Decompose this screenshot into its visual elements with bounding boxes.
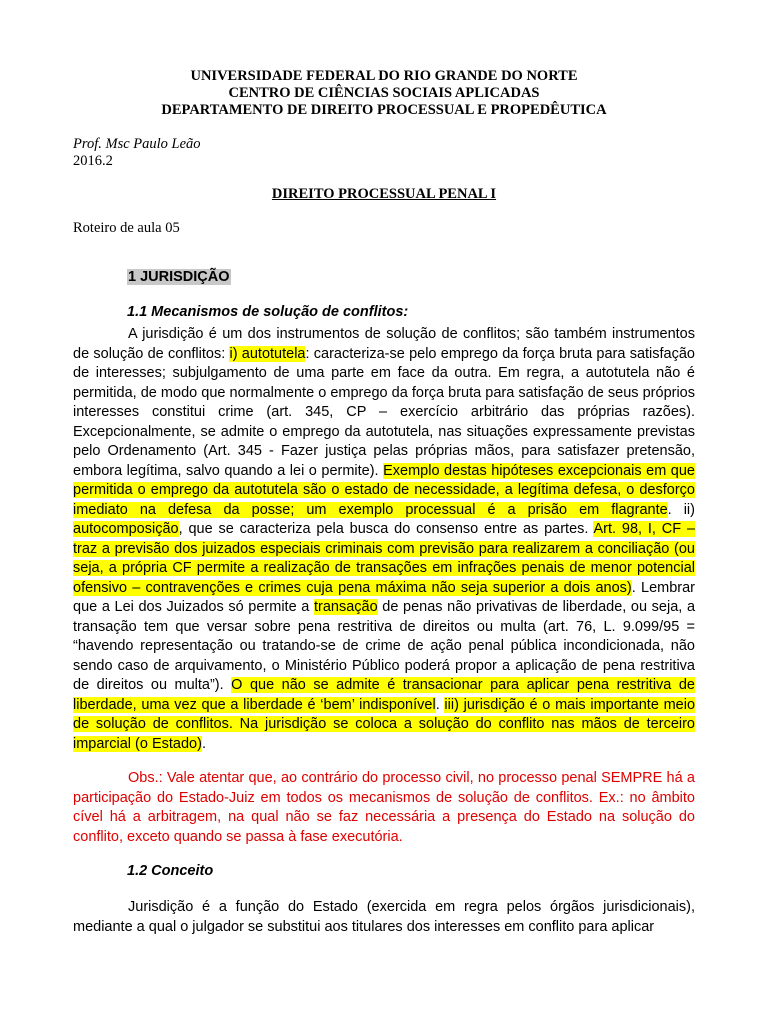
subsection-heading-mecanismos: 1.1 Mecanismos de solução de conflitos:	[127, 304, 409, 320]
semester: 2016.2	[73, 153, 113, 169]
text-run: . Lembrar que a Lei dos Juizados só permite a	[73, 579, 695, 615]
paragraph-mecanismos	[73, 325, 695, 754]
highlight-nao-admite: O que não se admite é transacionar para aplicar pena restritiva de liberdade, uma vez que a liberdade é ‘bem’ indisponível	[73, 677, 695, 713]
section-heading-text: 1 JURISDIÇÃO	[128, 269, 230, 285]
text-run: A jurisdição é um dos instrumentos de solução de conflitos; são também instrumentos de solução de conflitos:	[73, 326, 695, 362]
section-heading-jurisdicao	[127, 268, 231, 286]
text-run: : caracteriza-se pelo emprego da força bruta para satisfação de interesses; subjulgamento de uma parte em face da outra. Em regra, a autotutela não é permitida, de modo que normalmente o emprego da força bruta para satisfação de seus próprios interesses constitui crime (art. 345, CP – exercício arbitrário das próprias razões). Excepcionalmente, se admite o emprego da autotutela, nas situações expressamente previstas pelo Ordenamento (Art. 345 - Fazer justiça pelas próprias mãos, para satisfazer pretensão, embora legítima, salvo quando a lei o permite).	[73, 345, 695, 479]
professor-name: Prof. Msc Paulo Leão	[73, 136, 201, 152]
observation-paragraph: Obs.: Vale atentar que, ao contrário do processo civil, no processo penal SEMPRE há a participação do Estado-Juiz em todos os mecanismos de solução de conflitos. Ex.: no âmbito cível há a arbitragem, na qual não se faz necessária a presença do Estado na solução do conflito, exceto quando se passa à fase executória.	[73, 770, 695, 845]
course-title: DIREITO PROCESSUAL PENAL I	[271, 186, 497, 202]
highlight-autotutela: i) autotutela	[229, 345, 306, 362]
highlight-art98: Art. 98, I, CF – traz a previsão dos juizados especiais criminais com previsão para realizarem a conciliação (ou seja, a própria CF permite a realização de transações em infrações penais de menor potencial ofensivo – contravenções e crimes cuja pena máxima não seja superior a dois anos)	[73, 521, 696, 596]
highlight-autocomposicao: autocomposição	[73, 521, 179, 537]
text-run: .	[201, 735, 206, 752]
text-run: , que se caracteriza pela busca do consenso entre as partes.	[178, 521, 594, 537]
paragraph-conceito: Jurisdição é a função do Estado (exercida em regra pelos órgãos jurisdicionais), mediante a qual o julgador se substitui aos titulares dos interesses em conflito para aplicar	[73, 899, 695, 935]
text-run: . ii)	[667, 501, 695, 518]
lesson-label: Roteiro de aula 05	[73, 220, 180, 236]
highlight-exemplo: Exemplo destas hipóteses excepcionais em que permitida o emprego da autotutela são o estado de necessidade, a legítima defesa, o desforço imediato na defesa da posse; um exemplo processual é a prisão em flagrante	[73, 462, 695, 518]
subsection-heading-conceito: 1.2 Conceito	[127, 863, 214, 879]
text-run: de penas não privativas de liberdade, ou seja, a transação tem que versar sobre pena restritiva de direitos ou multa (art. 76, L. 9.099/95 = “havendo representação ou tratando-se de crime de ação penal pública incondicionada, não sendo caso de arquivamento, o Ministério Público poderá propor a aplicação de pena restritiva de direitos ou multa”).	[73, 599, 696, 693]
text-run: .	[435, 696, 445, 713]
highlight-transacao: transação	[313, 599, 378, 615]
department-name: DEPARTAMENTO DE DIREITO PROCESSUAL E PROPEDÊUTICA	[161, 102, 607, 118]
highlight-jurisdicao: iii) jurisdição é o mais importante meio de solução de conflitos. Na jurisdição se coloca a solução do conflito nas mãos de terceiro imparcial (o Estado)	[73, 696, 696, 752]
university-name: UNIVERSIDADE FEDERAL DO RIO GRANDE DO NORTE	[190, 68, 578, 84]
center-name: CENTRO DE CIÊNCIAS SOCIAIS APLICADAS	[228, 85, 540, 101]
